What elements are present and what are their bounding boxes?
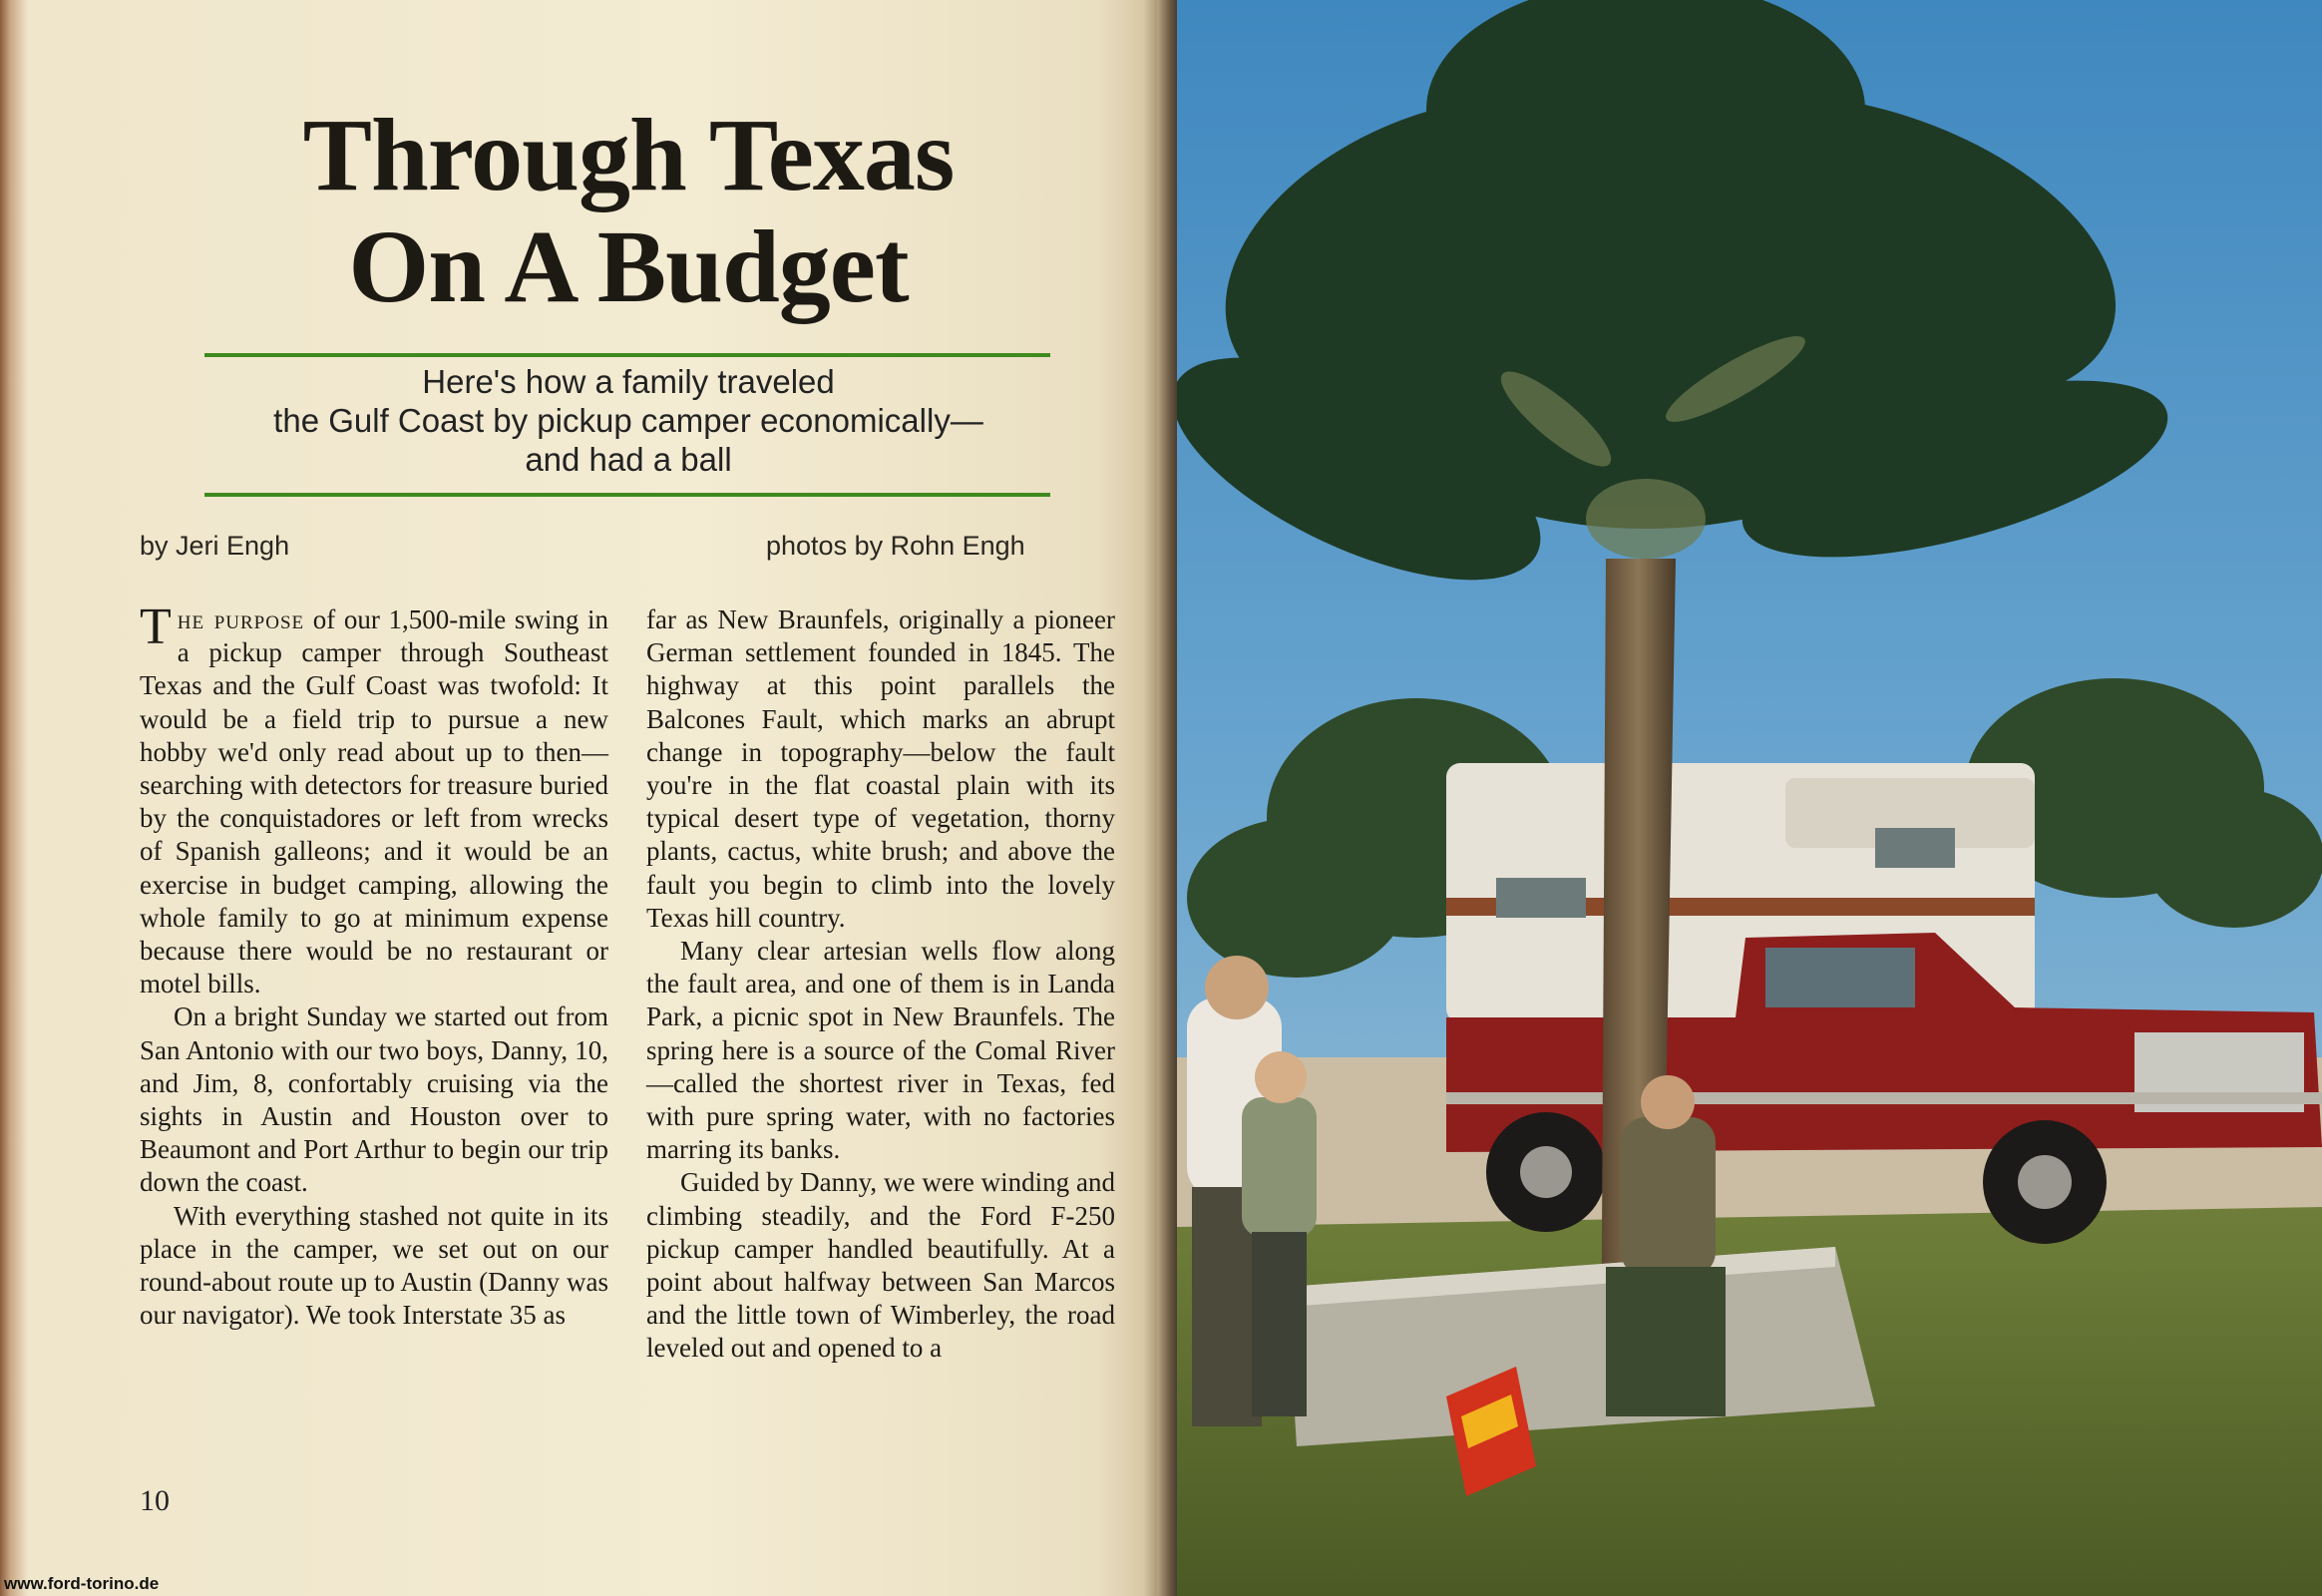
lead-in: he purpose <box>177 604 305 634</box>
watermark: www.ford-torino.de <box>4 1574 160 1593</box>
text-column-1 <box>140 598 608 1332</box>
deck-line-1: Here's how a family traveled <box>422 363 835 400</box>
paragraph-3: With everything stashed not quite in its place in the camper, we set out on our round-about route up to Austin (Danny was our navigator). We took Interstate 35 as <box>140 1200 608 1331</box>
deck-rule-top <box>204 353 1050 357</box>
author-byline: by Jeri Engh <box>140 531 290 561</box>
deck-line-3: and had a ball <box>525 441 732 478</box>
article-title <box>150 100 1107 323</box>
text-column-2 <box>646 603 1115 1366</box>
title-line-1: Through Texas <box>302 98 955 212</box>
paragraph-6: Guided by Danny, we were winding and climbing steadily, and the Ford F-250 pickup camper handled beautifully. At a point about halfway between San Marcos and the little town of Wimberley, the road leveled out and opened to a <box>646 1167 1115 1364</box>
paragraph-1-text: of our 1,500-mile swing in a pickup camper through Southeast Texas and the Gulf Coast was twofold: It would be a field trip to pursue a new hobby we'd only read about up to then—searching with detectors for treasure buried by the conquistadores or left from wrecks of Spanish galleons; and it would be an exercise in budget camping, allowing the whole family to go at minimum expense because there would be no restaurant or motel bills. <box>140 604 608 999</box>
article-deck <box>160 362 1097 479</box>
drop-cap: T <box>140 598 172 655</box>
paragraph-1 <box>140 598 608 1000</box>
paragraph-5: Many clear artesian wells flow along the fault area, and one of them is in Landa Park, a picnic spot in New Braunfels. The spring here is a source of the Comal River —called the shortest river in Texas, fed with pure spring water, with no factories marring its banks. <box>646 936 1115 1165</box>
camper-photo <box>1177 0 2322 1596</box>
deck-rule-bottom <box>204 493 1050 497</box>
title-line-2: On A Budget <box>348 209 909 324</box>
page-number: 10 <box>140 1484 170 1517</box>
paragraph-2: On a bright Sunday we started out from San Antonio with our two boys, Danny, 10, and Jim, 8, confortably cruising via the sights in Austin and Houston over to Beaumont and Port Arthur to begin our trip down the coast. <box>140 1001 608 1198</box>
deck-line-2: the Gulf Coast by pickup camper economically— <box>273 402 983 439</box>
paragraph-4: far as New Braunfels, originally a pioneer German settlement founded in 1845. The highway at this point parallels the Balcones Fault, which marks an abrupt change in topography—below the fault you're in the flat coastal plain with its typical desert type of vegetation, thorny plants, cactus, white brush; and above the fault you begin to climb into the lovely Texas hill country. <box>646 604 1115 933</box>
photo-credit: photos by Rohn Engh <box>766 531 1025 561</box>
